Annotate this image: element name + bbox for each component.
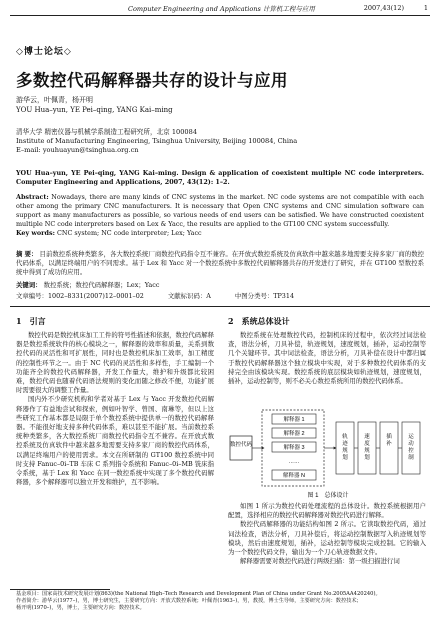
doc-code: 文献标识码：A (167, 292, 211, 300)
section-2-para-1: 数控系统在处理数控代码，控制机床的过程中，依次经过词法检查，语法分析，刀具补偿，轨迹规划，速度规划，插补，运动控制等几个关键环节。其中词法检查，语法分析，刀具补偿在设计中都归属于数控代码解释器这个独立模块中实现，对于多种数控代码体系的支持完全由该模块实现。数控系统的底层模块如轨迹规划，速度规划，插补，运动控制等，则不必关心数控系统所用的数控代码体系。 (228, 331, 426, 386)
section-1-heading: 1 引言 (16, 316, 46, 326)
section-2-heading: 2 系统总体设计 (228, 316, 290, 326)
footnote-line-2: 作者简介：游华云(1977–)，男，博士研究生，主要研究方向：开放式数控系统；叶佩青(1963–)，男，教授，博士生导师，主要研究方向：数控技术； (16, 598, 362, 604)
keywords-en (16, 229, 424, 238)
keywords-en-text: CNC system; NC code interpreter; Lex; Yacc (57, 229, 202, 237)
authors-cn: 游华云，叶佩青，杨开明 (16, 96, 93, 104)
keywords-cn (16, 281, 424, 290)
interpreter-label: …… (288, 459, 300, 465)
control-block-label: 插补 (386, 434, 392, 447)
paper-title: 多数控代码解释器共存的设计与应用 (16, 71, 288, 90)
page-number: 1 (423, 4, 428, 12)
affiliation-cn: 清华大学 精密仪器与机械学系制造工程研究所，北京 100084 (16, 128, 198, 136)
section-2-para-3: 数控代码解释器的功能结构如图 2 所示。它读取数控代码，通过词法检查，语法分析，刀具补偿后，将运动控制数据写入轨迹规划等模块，然后由速度规划，插补，运动控制等模块完成控制。它的输入为一个数控代码文件，输出为一个刀心轨迹数据文件。 (228, 520, 426, 557)
abstract-en-text: Nowadays, there are many kinds of CNC systems in the market. NC code systems are not compatible with each other among the primary CNC manufacturers. It is necessary that Open CNC systems and CNC simulation software can support as many manufacturers as possible, so various needs of end users can be satisfied. We have constructed coexistent multiple NC code interpreters based on Lex & Yacc, the results are applied to the GT100 CNC system successfully. (16, 193, 424, 228)
section-2-para-4: 解释器需要对数控代码进行两级扫描：第一级扫描进行词 (240, 557, 400, 566)
section-2-body-continued (228, 502, 426, 590)
header-rule (10, 15, 430, 16)
abstract-cn-text: 目前数控系统种类繁多，各大数控系统厂商数控代码指令互不兼容。在开放式数控系统及仿真软件中越来越多地需要支持多家厂商的数控代码体系，以满足终端用户的不同需求。基于 Lex 和 Yacc 对一个数控系统中多数控代码解释器共存的开发进行了研究，并在 GT100 型数控系统中得到了成功的应用。 (16, 250, 424, 276)
control-blocks (336, 422, 420, 474)
interpreter-list (272, 414, 316, 480)
control-block-label: 轨迹规划 (342, 434, 348, 461)
footnote (16, 591, 430, 612)
keywords-cn-label: 关键词： (16, 281, 42, 289)
nc-code-label: 数控代码 (229, 442, 253, 448)
keywords-en-label: Key words: (16, 229, 55, 237)
interpreter-label: 解释器 2 (283, 431, 305, 437)
doi: 文章编号：1002–8331(2007)12–0001–02 (16, 292, 144, 300)
control-block-label: 运动控制 (408, 434, 414, 461)
author-email: E–mail: youhuayun@tsinghua.org.cn (16, 146, 139, 154)
interpreter-label: 解释器 1 (283, 417, 305, 423)
section-label: ◇博士论坛◇ (16, 47, 72, 57)
affiliation-en: Institute of Manufacturing Engineering, Tsinghua University, Beijing 100084, China (16, 137, 298, 145)
nc-code-box (230, 436, 252, 460)
section-2-para-2: 如图 1 所示为数控代码处理流程的总体设计。数控系统根据用户配置，选择相应的数控代码解释器对数控代码进行解释。 (228, 502, 426, 520)
article-meta (16, 292, 424, 301)
journal-title: Computer Engineering and Applications 计算机工程与应用 (128, 5, 315, 13)
figure-1 (228, 408, 428, 500)
abstract-en-label: Abstract: (16, 193, 49, 201)
section-2-body (228, 331, 426, 407)
section-1-para-1: 数控代码是数控机床加工工件的符号性描述和依据，数控代码解释器是数控系统软件的核心模块之一，解释器的效率和质量，关系到数控代码的灵活性和可扩展性，同时也是数控机床加工效率，加工精度的控制性环节之一。由于 NC 代码的灵活性和多样性，手工编制一个功能齐全的数控代码解释器，开发工作量大，维护和升级都比较困难，数控代码也随着代码语法规则的变化而随之修改不便，功能扩展时需要很大的调整工作量。 (16, 331, 214, 395)
interpreter-label: 解释器 N (282, 473, 306, 479)
clc-number: 中图分类号：TP314 (234, 292, 295, 300)
footnote-rule (10, 589, 110, 590)
abstract-en (16, 193, 424, 229)
keywords-cn-text: 数控系统；数控代码解释器；Lex；Yacc (43, 281, 160, 289)
figure-1-caption: 图 1 总体设计 (307, 493, 349, 499)
footnote-line-3: 杨开明(1970–)，男，博士，主要研究方向：数控技术。 (16, 605, 145, 611)
abstract-cn (16, 250, 424, 277)
section-1-para-2: 国内外不少研究机构和学者对基于 Lex 与 Yacc 开发数控代码解释器作了有益地尝试和探索，例如叶智学、曾国、南琳等，但以上这些研究工作基本都是局限于单个数控系统中提供单一的数控代码解释器。不能很好地支持多种代码体系，难以甚至不能扩展。当前数控系统种类繁多，各大数控系统厂商数控代码指令互不兼容。在开放式数控系统及仿真软件中越来越多地需要支持多家厂商的数控代码体系，以满足终端用户的使用需求。本文在所研制的 GT100 数控系统中同时支持 Fanuc–0i–TB 车床 C 系列指令系统和 Fanuc–0i–MB 铣床指令系统，基于 Lex 和 Yacc 在同一数控系统中实现了多个数控代码解释器，多个解释器可以独立开发和维护，互不影响。 (16, 395, 214, 487)
issue-number: 2007,43(12) (363, 4, 404, 12)
interpreter-label: 解释器 3 (283, 445, 305, 451)
citation: YOU Hua–yun, YE Pei–qing, YANG Kai–ming. Design & application of coexistent multiple NC code interpreters. Computer Engineering and Applications, 2007, 43(12): 1–2. (16, 169, 424, 186)
footnote-line-1: 基金项目：国家高技术研究发展计划(863)(the National High–Tech Research and Development Plan of China under Grant No.2005AA420240)。 (16, 591, 381, 597)
control-block (380, 422, 398, 474)
authors-en: YOU Hua–yun, YE Pei–qing, YANG Kai–ming (16, 106, 173, 114)
meta-rule (10, 306, 430, 307)
section-1-body (16, 331, 214, 589)
abstract-cn-label: 摘 要： (16, 250, 38, 258)
running-header (0, 2, 440, 14)
control-block-label: 速度规划 (364, 434, 370, 461)
